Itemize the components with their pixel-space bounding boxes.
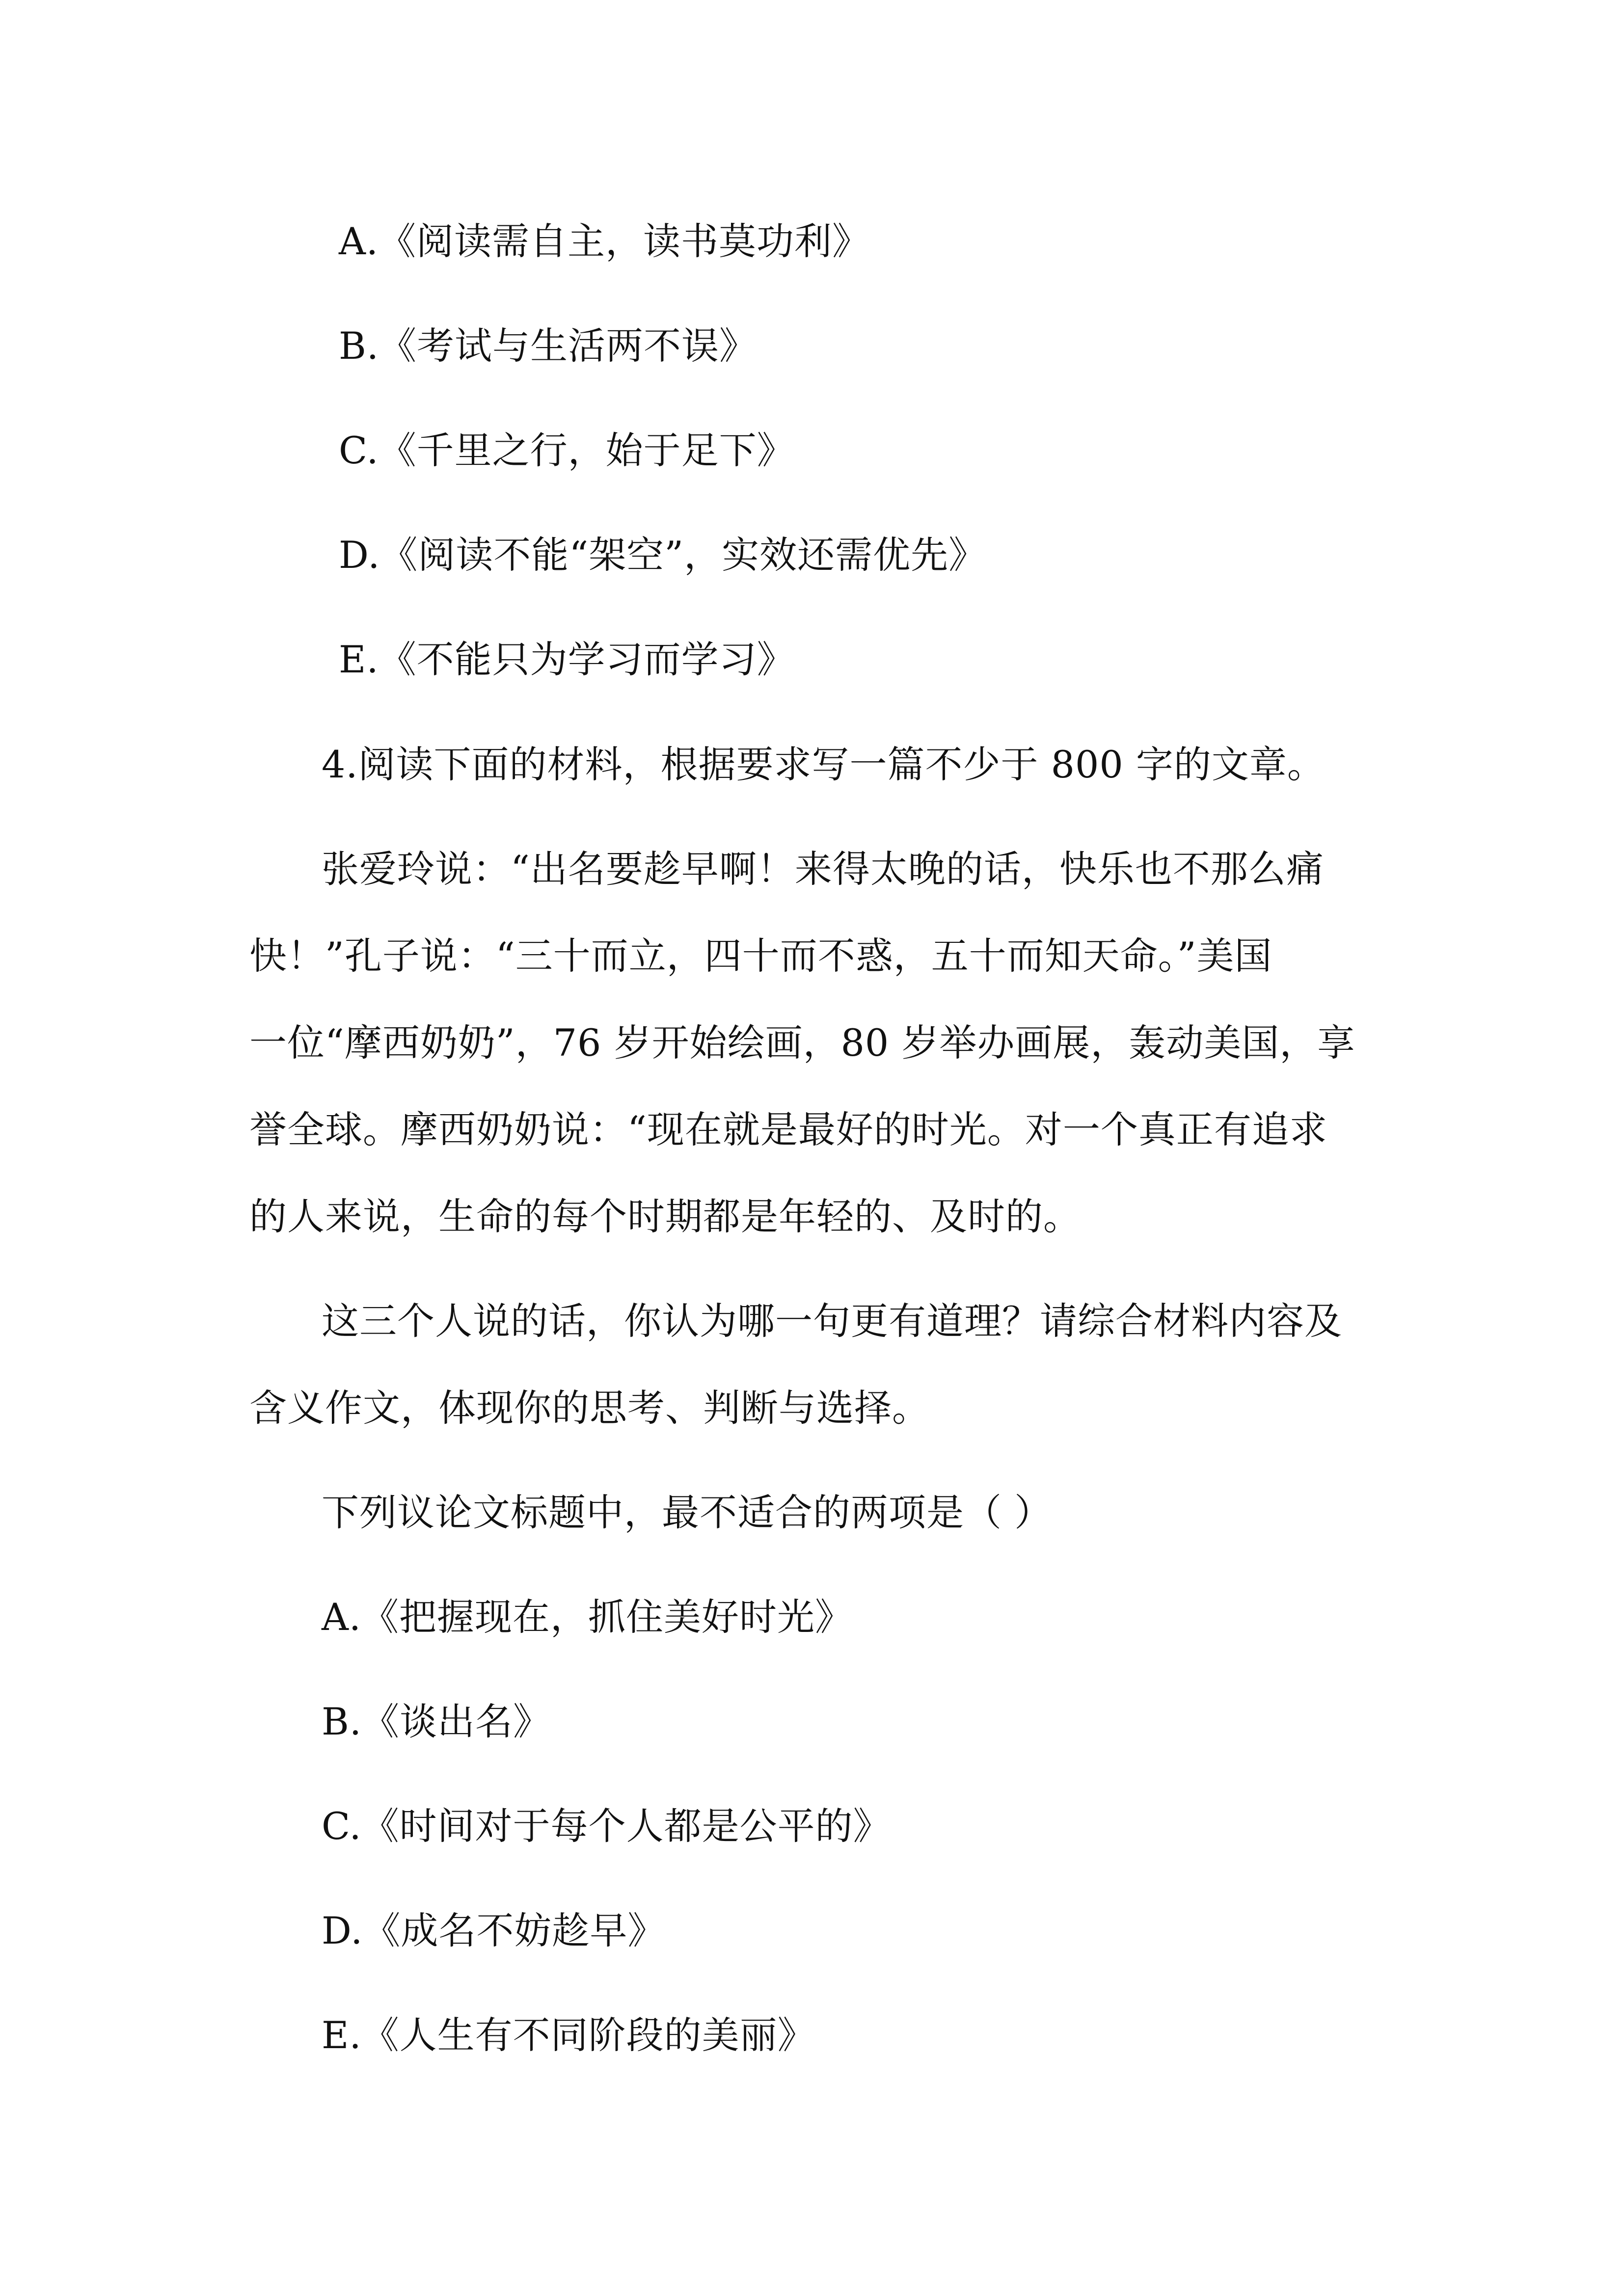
option-a: A.《把握现在，抓住美好时光》 (322, 1595, 853, 1639)
option-d: D.《成名不妨趁早》 (322, 1909, 666, 1952)
material-line-5: 的人来说，生命的每个时期都是年轻的、及时的。 (249, 1195, 1081, 1238)
material-line-1: 张爱玲说：“出名要趁早啊！来得太晚的话，快乐也不那么痛 (322, 847, 1324, 891)
requirement-line-2: 含义作文，体现你的思考、判断与选择。 (249, 1386, 930, 1430)
question-4-prompt: 4.阅读下面的材料，根据要求写一篇不少于 800 字的文章。 (322, 743, 1325, 786)
option-c-prev: C.《千里之行，始于足下》 (339, 428, 795, 472)
option-c: C.《时间对于每个人都是公平的》 (322, 1804, 891, 1848)
option-d-prev: D.《阅读不能“架空”，实效还需优先》 (339, 533, 987, 577)
option-b: B.《谈出名》 (322, 1700, 551, 1743)
material-line-2: 快！”孔子说：“三十而立，四十而不惑，五十而知天命。”美国 (249, 934, 1272, 978)
option-e-prev: E.《不能只为学习而学习》 (339, 638, 795, 681)
material-line-3: 一位“摩西奶奶”，76 岁开始绘画，80 岁举办画展，轰动美国，享 (249, 1021, 1355, 1065)
sub-question: 下列议论文标题中，最不适合的两项是（ ） (322, 1491, 1053, 1534)
requirement-line-1: 这三个人说的话，你认为哪一句更有道理？请综合材料内容及 (322, 1299, 1342, 1343)
option-a-prev: A.《阅读需自主，读书莫功利》 (339, 219, 870, 263)
option-e: E.《人生有不同阶段的美丽》 (322, 2013, 815, 2057)
material-line-4: 誉全球。摩西奶奶说：“现在就是最好的时光。对一个真正有追求 (249, 1108, 1327, 1151)
option-b-prev: B.《考试与生活两不误》 (339, 324, 758, 368)
